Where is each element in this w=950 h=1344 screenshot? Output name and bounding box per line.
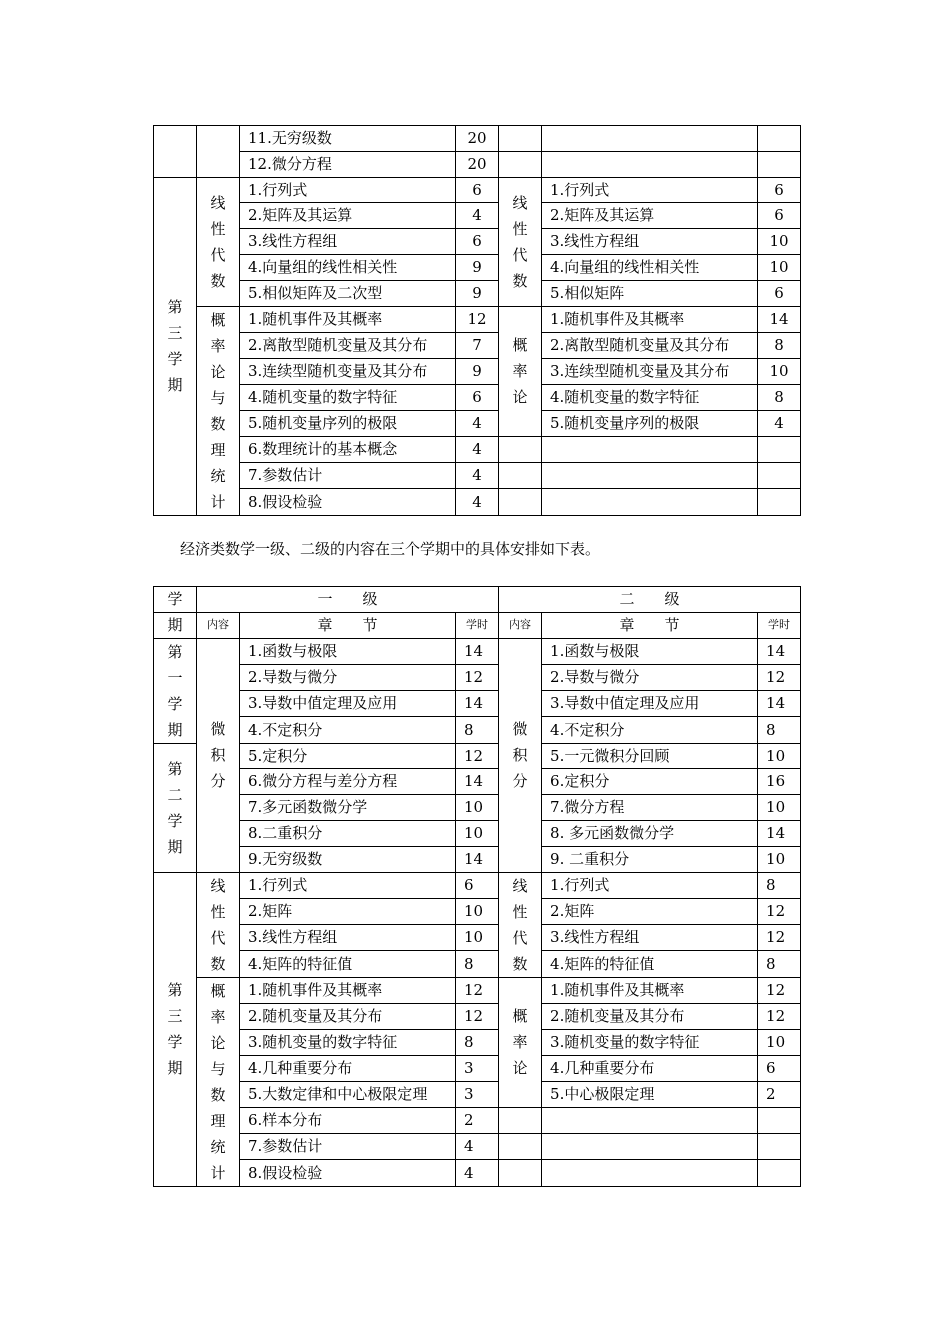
content-cell-empty [499, 1108, 542, 1134]
hours-cell: 10 [758, 795, 801, 821]
hours-cell: 9 [456, 280, 499, 306]
hours-cell: 4 [456, 1160, 499, 1186]
chapter-cell: 2.矩阵及其运算 [240, 203, 456, 229]
hours-cell: 14 [456, 769, 499, 795]
chapter-cell: 2.导数与微分 [240, 664, 456, 690]
subject-label-probability-statistics: 概 率 论 与 数 理 统 计 [197, 306, 240, 515]
chapter-cell: 4.不定积分 [240, 717, 456, 743]
chapter-cell: 2.矩阵 [240, 898, 456, 924]
hours-cell: 12 [758, 1003, 801, 1029]
hours-cell: 9 [456, 358, 499, 384]
table-row [154, 1160, 801, 1186]
chapter-cell: 3.线性方程组 [542, 229, 758, 255]
hours-cell: 10 [758, 1029, 801, 1055]
chapter-cell: 4.随机变量的数字特征 [542, 384, 758, 410]
hours-cell: 6 [456, 229, 499, 255]
hours-cell: 10 [456, 898, 499, 924]
chapter-cell-empty [542, 463, 758, 489]
hours-cell: 14 [456, 691, 499, 717]
chapter-cell: 5.相似矩阵及二次型 [240, 280, 456, 306]
hours-cell: 6 [758, 177, 801, 203]
hours-cell: 12 [758, 925, 801, 951]
chapter-cell: 6.定积分 [542, 769, 758, 795]
hours-cell: 4 [456, 437, 499, 463]
chapter-cell: 8.假设检验 [240, 1160, 456, 1186]
table-row [154, 1055, 801, 1081]
chapter-cell: 2.离散型随机变量及其分布 [240, 332, 456, 358]
hours-cell-empty [758, 1160, 801, 1186]
hours-cell: 6 [758, 1055, 801, 1081]
hours-cell: 8 [456, 1029, 499, 1055]
chapter-cell: 11.无穷级数 [240, 126, 456, 152]
chapter-cell: 4.矩阵的特征值 [240, 951, 456, 977]
chapter-cell: 1.函数与极限 [240, 638, 456, 664]
hours-cell: 6 [456, 872, 499, 898]
chapter-cell: 2.离散型随机变量及其分布 [542, 332, 758, 358]
hours-cell: 10 [758, 254, 801, 280]
chapter-cell: 4.向量组的线性相关性 [240, 254, 456, 280]
hours-cell-empty [758, 437, 801, 463]
chapter-cell: 6.数理统计的基本概念 [240, 437, 456, 463]
chapter-cell: 8.假设检验 [240, 489, 456, 515]
chapter-cell: 2.矩阵及其运算 [542, 203, 758, 229]
chapter-cell: 2.导数与微分 [542, 664, 758, 690]
subject-label-linear-algebra: 线 性 代 数 [197, 872, 240, 977]
chapter-cell-empty [542, 1160, 758, 1186]
subject-label-linear-algebra: 线 性 代 数 [499, 177, 542, 306]
hours-cell: 14 [456, 638, 499, 664]
hours-cell: 4 [456, 203, 499, 229]
chapter-cell: 4.几种重要分布 [542, 1055, 758, 1081]
table-row [154, 898, 801, 924]
hours-cell: 8 [758, 872, 801, 898]
hours-cell: 8 [758, 332, 801, 358]
header-chapter: 章 节 [240, 612, 456, 638]
hours-cell: 10 [456, 925, 499, 951]
hours-cell: 10 [758, 358, 801, 384]
hours-cell: 2 [456, 1108, 499, 1134]
hours-cell: 8 [758, 384, 801, 410]
chapter-cell: 3.导数中值定理及应用 [542, 691, 758, 717]
term-label-third: 第 三 学 期 [154, 177, 197, 515]
table-row [154, 638, 801, 664]
chapter-cell: 3.线性方程组 [542, 925, 758, 951]
header-term-bottom: 期 [154, 612, 197, 638]
hours-cell: 9 [456, 254, 499, 280]
table-row [154, 925, 801, 951]
hours-cell: 10 [758, 743, 801, 769]
table-row [154, 151, 801, 177]
hours-cell: 20 [456, 151, 499, 177]
chapter-cell: 12.微分方程 [240, 151, 456, 177]
hours-cell: 8 [456, 717, 499, 743]
hours-cell: 10 [456, 795, 499, 821]
header-content: 内容 [499, 612, 542, 638]
hours-cell: 4 [456, 1134, 499, 1160]
chapter-cell: 3.线性方程组 [240, 229, 456, 255]
hours-cell: 12 [456, 664, 499, 690]
hours-cell-empty [758, 489, 801, 515]
table-row [154, 384, 801, 410]
term-cell-empty [154, 126, 197, 178]
subject-label-linear-algebra: 线 性 代 数 [499, 872, 542, 977]
hours-cell: 12 [456, 306, 499, 332]
table-row [154, 951, 801, 977]
chapter-cell: 7.多元函数微分学 [240, 795, 456, 821]
subject-label-calculus: 微 积 分 [197, 638, 240, 872]
hours-cell: 7 [456, 332, 499, 358]
hours-cell: 6 [758, 280, 801, 306]
hours-cell-empty [758, 463, 801, 489]
hours-cell: 12 [456, 1003, 499, 1029]
hours-cell-empty [758, 1108, 801, 1134]
hours-cell: 6 [456, 177, 499, 203]
table-row [154, 437, 801, 463]
hours-cell: 14 [758, 820, 801, 846]
table-row [154, 872, 801, 898]
chapter-cell: 7.参数估计 [240, 463, 456, 489]
hours-cell: 14 [758, 691, 801, 717]
chapter-cell: 1.行列式 [240, 872, 456, 898]
table-row [154, 463, 801, 489]
subject-label-probability: 概 率 论 [499, 306, 542, 437]
chapter-cell: 9.无穷级数 [240, 846, 456, 872]
chapter-cell: 5.随机变量序列的极限 [542, 411, 758, 437]
chapter-cell: 9. 二重积分 [542, 846, 758, 872]
chapter-cell: 1.函数与极限 [542, 638, 758, 664]
table-row [154, 1082, 801, 1108]
header-term-top: 学 [154, 587, 197, 613]
chapter-cell: 1.行列式 [542, 177, 758, 203]
table-row [154, 489, 801, 515]
table-row [154, 1108, 801, 1134]
chapter-cell: 3.连续型随机变量及其分布 [542, 358, 758, 384]
hours-cell: 12 [456, 743, 499, 769]
chapter-cell: 5.中心极限定理 [542, 1082, 758, 1108]
term-label-second: 第 二 学 期 [154, 743, 197, 872]
chapter-cell: 5.大数定律和中心极限定理 [240, 1082, 456, 1108]
hours-cell: 4 [456, 463, 499, 489]
table-row [154, 358, 801, 384]
header-chapter: 章 节 [542, 612, 758, 638]
hours-cell: 16 [758, 769, 801, 795]
chapter-cell-empty [542, 1134, 758, 1160]
chapter-cell: 1.随机事件及其概率 [240, 977, 456, 1003]
chapter-cell: 3.随机变量的数字特征 [542, 1029, 758, 1055]
table-row [154, 717, 801, 743]
subject-label-calculus: 微 积 分 [499, 638, 542, 872]
chapter-cell: 4.几种重要分布 [240, 1055, 456, 1081]
chapter-cell: 2.矩阵 [542, 898, 758, 924]
table-row [154, 203, 801, 229]
chapter-cell-empty [542, 126, 758, 152]
chapter-cell-empty [542, 437, 758, 463]
hours-cell: 12 [456, 977, 499, 1003]
hours-cell: 8 [456, 951, 499, 977]
hours-cell: 3 [456, 1082, 499, 1108]
term-label-first: 第 一 学 期 [154, 638, 197, 743]
hours-cell: 20 [456, 126, 499, 152]
chapter-cell: 4.向量组的线性相关性 [542, 254, 758, 280]
header-level-two: 二 级 [499, 587, 801, 613]
hours-cell: 12 [758, 977, 801, 1003]
subject-label-probability-statistics: 概 率 论 与 数 理 统 计 [197, 977, 240, 1186]
chapter-cell: 1.行列式 [542, 872, 758, 898]
hours-cell: 6 [456, 384, 499, 410]
hours-cell: 3 [456, 1055, 499, 1081]
content-cell-empty [499, 1134, 542, 1160]
hours-cell: 4 [456, 411, 499, 437]
chapter-cell: 4.不定积分 [542, 717, 758, 743]
table-row [154, 743, 801, 769]
content-cell-empty [499, 437, 542, 463]
hours-cell: 12 [758, 664, 801, 690]
chapter-cell: 5.随机变量序列的极限 [240, 411, 456, 437]
hours-cell: 6 [758, 203, 801, 229]
table-row [154, 769, 801, 795]
hours-cell: 14 [758, 638, 801, 664]
header-content: 内容 [197, 612, 240, 638]
subject-label-linear-algebra: 线 性 代 数 [197, 177, 240, 306]
hours-cell: 8 [758, 717, 801, 743]
intro-paragraph: 经济类数学一级、二级的内容在三个学期中的具体安排如下表。 [180, 540, 601, 558]
subject-label-probability: 概 率 论 [499, 977, 542, 1108]
chapter-cell: 5.定积分 [240, 743, 456, 769]
hours-cell: 4 [758, 411, 801, 437]
table-row [154, 1003, 801, 1029]
hours-cell: 12 [758, 898, 801, 924]
header-row [154, 612, 801, 638]
chapter-cell: 4.随机变量的数字特征 [240, 384, 456, 410]
content-cell-empty [197, 126, 240, 178]
table-row [154, 1029, 801, 1055]
table-row [154, 332, 801, 358]
table-row [154, 254, 801, 280]
hours-cell: 10 [758, 846, 801, 872]
table-row [154, 977, 801, 1003]
content-cell-empty [499, 489, 542, 515]
schedule-table-continued [153, 125, 801, 516]
hours-cell: 14 [456, 846, 499, 872]
chapter-cell: 1.行列式 [240, 177, 456, 203]
chapter-cell: 7.微分方程 [542, 795, 758, 821]
chapter-cell: 3.随机变量的数字特征 [240, 1029, 456, 1055]
chapter-cell-empty [542, 1108, 758, 1134]
table-row [154, 664, 801, 690]
chapter-cell: 1.随机事件及其概率 [240, 306, 456, 332]
chapter-cell-empty [542, 489, 758, 515]
chapter-cell: 6.微分方程与差分方程 [240, 769, 456, 795]
chapter-cell: 6.样本分布 [240, 1108, 456, 1134]
content-cell-empty [499, 151, 542, 177]
chapter-cell: 3.线性方程组 [240, 925, 456, 951]
table-row [154, 411, 801, 437]
hours-cell-empty [758, 126, 801, 152]
hours-cell: 8 [758, 951, 801, 977]
table-row [154, 846, 801, 872]
chapter-cell: 3.导数中值定理及应用 [240, 691, 456, 717]
hours-cell: 14 [758, 306, 801, 332]
table-row [154, 691, 801, 717]
chapter-cell: 8.二重积分 [240, 820, 456, 846]
content-cell-empty [499, 463, 542, 489]
hours-cell-empty [758, 151, 801, 177]
header-level-one: 一 级 [197, 587, 499, 613]
table-row [154, 306, 801, 332]
table-row [154, 177, 801, 203]
content-cell-empty [499, 1160, 542, 1186]
table-row [154, 280, 801, 306]
chapter-cell-empty [542, 151, 758, 177]
chapter-cell: 7.参数估计 [240, 1134, 456, 1160]
chapter-cell: 1.随机事件及其概率 [542, 977, 758, 1003]
chapter-cell: 1.随机事件及其概率 [542, 306, 758, 332]
chapter-cell: 2.随机变量及其分布 [240, 1003, 456, 1029]
chapter-cell: 8. 多元函数微分学 [542, 820, 758, 846]
table-row [154, 229, 801, 255]
hours-cell: 10 [758, 229, 801, 255]
table-row [154, 795, 801, 821]
table-row [154, 1134, 801, 1160]
chapter-cell: 5.一元微积分回顾 [542, 743, 758, 769]
header-hours: 学时 [456, 612, 499, 638]
chapter-cell: 2.随机变量及其分布 [542, 1003, 758, 1029]
economics-math-schedule-table [153, 586, 801, 1187]
content-cell-empty [499, 126, 542, 152]
chapter-cell: 4.矩阵的特征值 [542, 951, 758, 977]
header-hours: 学时 [758, 612, 801, 638]
header-row [154, 587, 801, 613]
term-label-third: 第 三 学 期 [154, 872, 197, 1186]
hours-cell: 4 [456, 489, 499, 515]
chapter-cell: 5.相似矩阵 [542, 280, 758, 306]
hours-cell-empty [758, 1134, 801, 1160]
table-row [154, 126, 801, 152]
table-row [154, 820, 801, 846]
hours-cell: 2 [758, 1082, 801, 1108]
hours-cell: 10 [456, 820, 499, 846]
chapter-cell: 3.连续型随机变量及其分布 [240, 358, 456, 384]
